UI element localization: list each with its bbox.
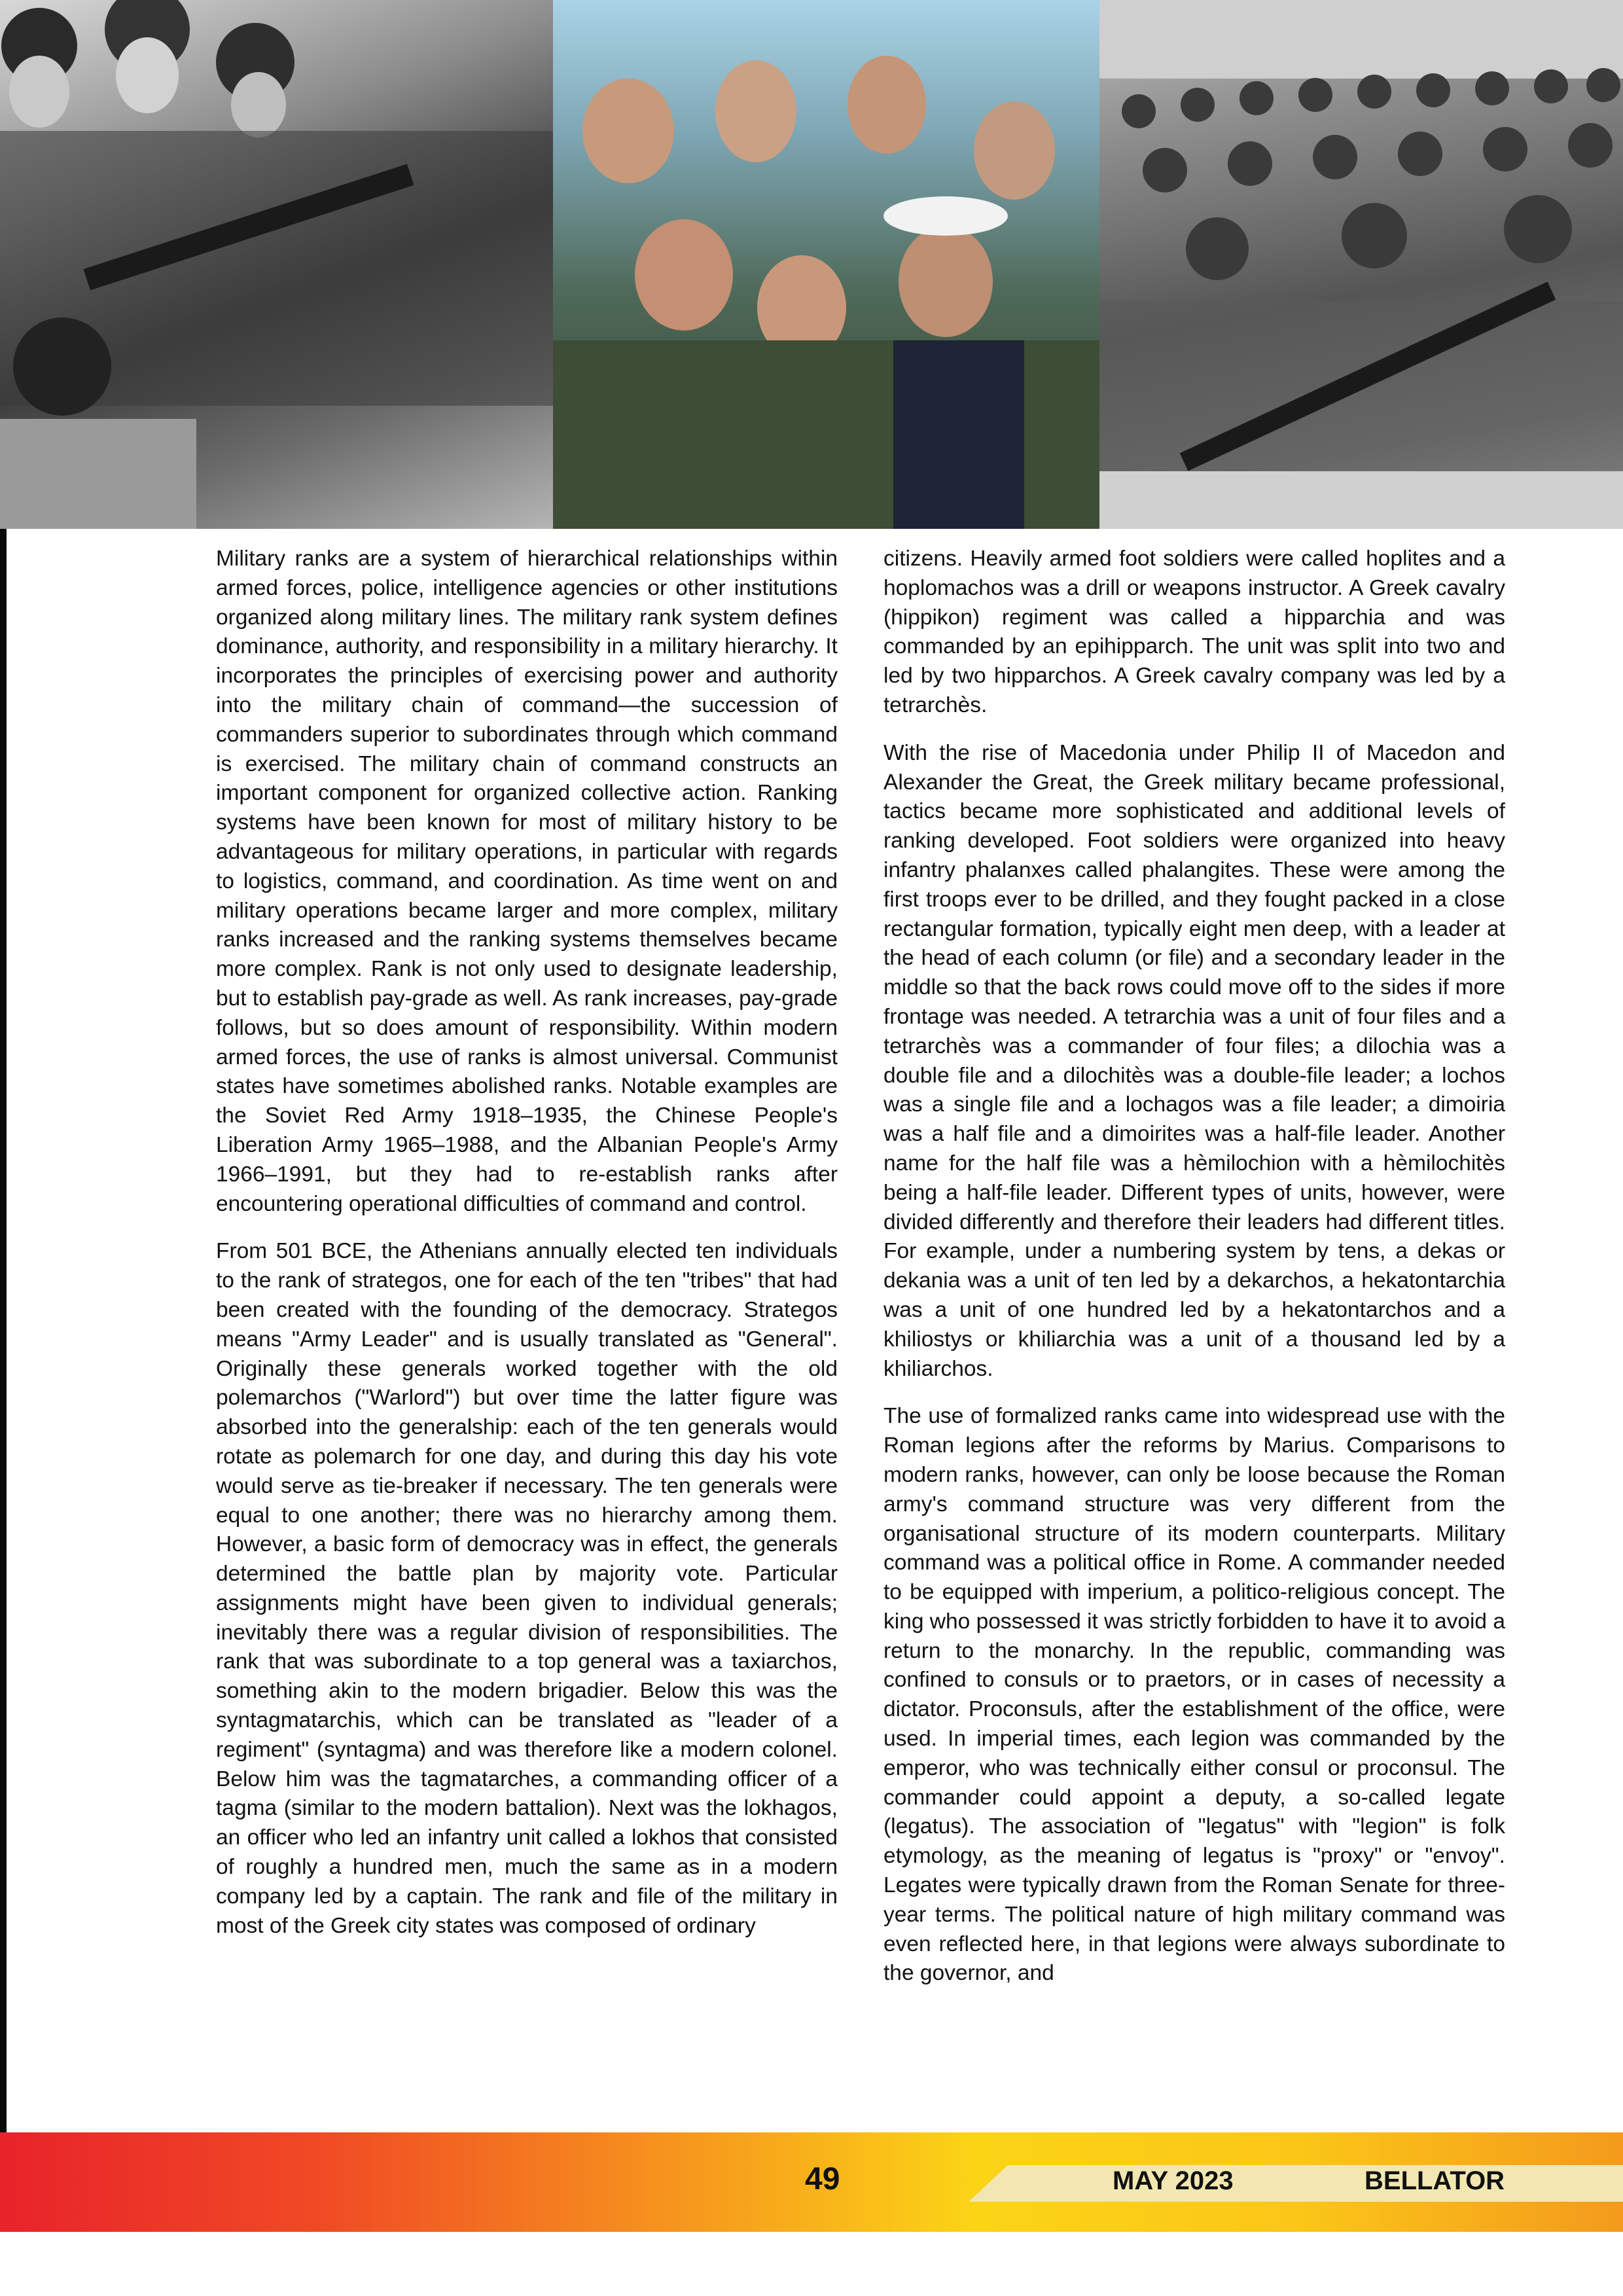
issue-date: MAY 2023 xyxy=(1113,2166,1234,2195)
article-column-right xyxy=(883,545,1505,2007)
soldiers-with-machine-guns-photo xyxy=(0,0,553,529)
article-column-left xyxy=(216,545,838,1959)
article-paragraph: citizens. Heavily armed foot soldiers were called hoplites and a hoplomachos was a drill or weapons instructor. A Greek cavalry (hippikon) regiment was called a hipparchia and was commanded by an epihipparch. The unit was split into two and led by two hipparchos. A Greek cavalry company was led by a tetrarchès. xyxy=(883,547,1505,717)
photo-strip xyxy=(0,0,1623,529)
uniformed-officers-group-photo xyxy=(553,0,1099,529)
page-edge-shadow xyxy=(0,529,7,2132)
page-footer xyxy=(0,2132,1623,2232)
magazine-name: BELLATOR xyxy=(1364,2166,1505,2195)
marching-soldiers-parade-photo xyxy=(1099,0,1623,529)
article-paragraph: From 501 BCE, the Athenians annually elected ten individuals to the rank of strategos, one for each of the ten "tribes" that had been created with the founding of the democracy. Strategos means "Army Leader" and is usually translated as "General". Originally these generals worked together with the old polemarchos ("Warlord") but over time the latter figure was absorbed into the generalship: each of the ten generals would rotate as polemarch for one day, and during this day his vote would serve as tie-breaker if necessary. The ten generals were equal to one another; there was no hierarchy among them. However, a basic form of democracy was in effect, the generals determined the battle plan by majority vote. Particular assignments might have been given to individual generals; inevitably there was a regular division of responsibilities. The rank that was subordinate to a top general was a taxiarchos, something akin to the modern brigadier. Below this was the syntagmatarchis, which can be translated as "leader of a regiment" (syntagma) and was therefore like a modern colonel. Below him was the tagmatarches, a commanding officer of a tagma (similar to the modern battalion). Next was the lokhagos, an officer who led an infantry unit called a lokhos that consisted of roughly a hundred men, much the same as in a modern company led by a captain. The rank and file of the military in most of the Greek city states was composed of ordinary xyxy=(216,1239,838,1938)
page-number: 49 xyxy=(805,2162,840,2197)
article-paragraph: Military ranks are a system of hierarchical relationships within armed forces, police, intelligence agencies or other institutions organized along military lines. The military rank system defines dominance, authority, and responsibility in a military hierarchy. It incorporates the principles of exercising power and authority into the military chain of command—the succession of commanders superior to subordinates through which command is exercised. The military chain of command constructs an important component for organized collective action. Ranking systems have been known for most of military history to be advantageous for military operations, in particular with regards to logistics, command, and coordination. As time went on and military operations became larger and more complex, military ranks increased and the ranking systems themselves became more complex. Rank is not only used to designate leadership, but to establish pay-grade as well. As rank increases, pay-grade follows, but so does amount of responsibility. Within modern armed forces, the use of ranks is almost universal. Communist states have sometimes abolished ranks. Notable examples are the Soviet Red Army 1918–1935, the Chinese People's Liberation Army 1965–1988, and the Albanian People's Army 1966–1991, but they had to re-establish ranks after encountering operational difficulties of command and control. xyxy=(216,547,838,1216)
article-paragraph: With the rise of Macedonia under Philip II of Macedon and Alexander the Great, the Greek military became professional, tactics became more sophisticated and additional levels of ranking developed. Foot soldiers were organized into heavy infantry phalanxes called phalangites. These were among the first troops ever to be drilled, and they fought packed in a close rectangular formation, typically eight men deep, with a leader at the head of each column (or file) and a secondary leader in the middle so that the back rows could move off to the sides if more frontage was needed. A tetrarchia was a unit of four files and a tetrarchès was a commander of four files; a dilochia was a double file and a dilochitès was a double-file leader; a lochos was a single file and a lochagos was a file leader; a dimoiria was a half file and a dimoirites was a half-file leader. Another name for the half file was a hèmilochion with a hèmilochitès being a half-file leader. Different types of units, however, were divided differently and therefore their leaders had different titles. For example, under a numbering system by tens, a dekas or dekania was a unit of ten led by a dekarchos, a hekatontarchia was a unit of one hundred led by a hekatontarchos and a khiliostys or khiliarchia was a unit of a thousand led by a khiliarchos. xyxy=(883,740,1505,1381)
article-paragraph: The use of formalized ranks came into widespread use with the Roman legions after the reforms by Marius. Comparisons to modern ranks, however, can only be loose because the Roman army's command structure was very different from the organisational structure of its modern counterparts. Military command was a political office in Rome. A commander needed to be equipped with imperium, a politico-religious concept. The king who possessed it was strictly forbidden to have it to avoid a return to the monarchy. In the republic, commanding was confined to consuls or to praetors, or in cases of necessity a dictator. Proconsuls, after the establishment of the office, were used. In imperial times, each legion was commanded by the emperor, who was technically either consul or proconsul. The commander could appoint a deputy, a so-called legate (legatus). The association of "legatus" with "legion" is folk etymology, as the meaning of legatus is "proxy" or "envoy". Legates were typically drawn from the Roman Senate for three-year terms. The political nature of high military command was even reflected here, in that legions were always subordinate to the governor, and xyxy=(883,1404,1505,1986)
footer-highlight-band xyxy=(969,2165,1623,2202)
